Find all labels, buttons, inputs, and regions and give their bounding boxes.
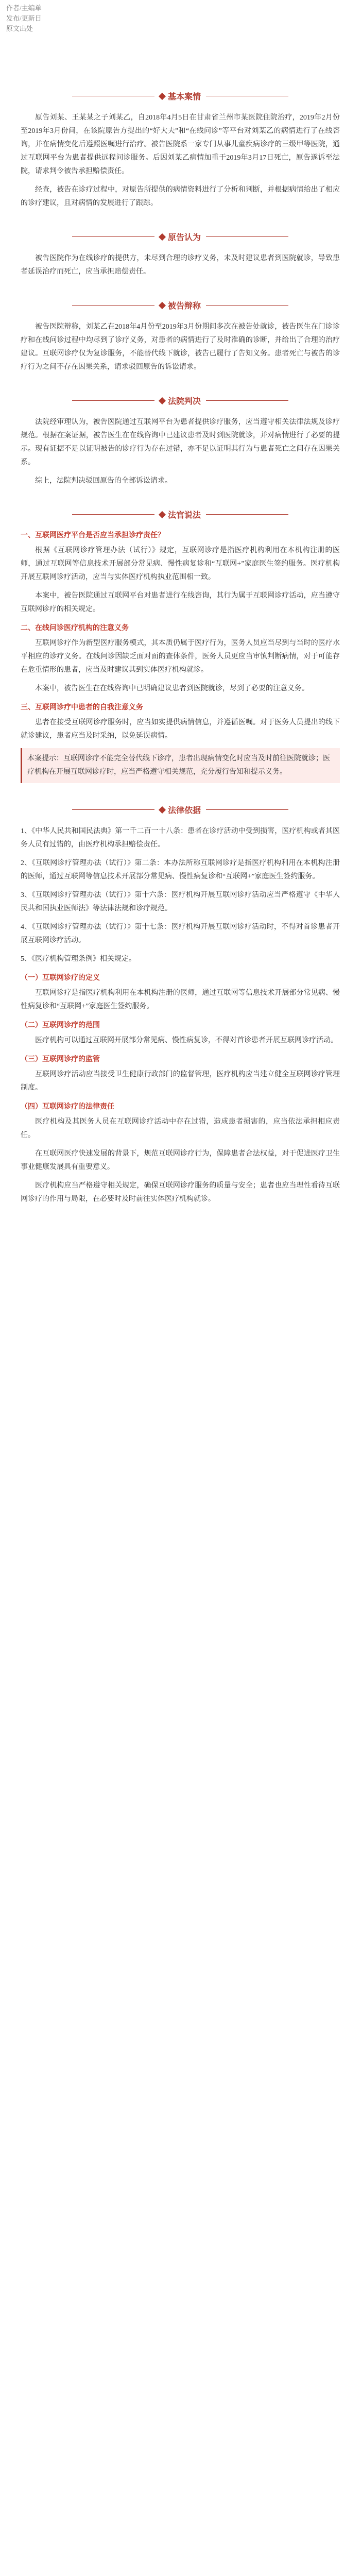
qa-question: （三）互联网诊疗的监管 [21,1056,100,1063]
divider [72,514,154,515]
section-title: 原告认为 [167,233,201,242]
diamond-icon [159,397,166,404]
section-title: 基本案情 [167,93,201,101]
section-badge [160,395,201,406]
qa-answer: 医疗机构可以通过互联网开展部分常见病、慢性病复诊，不得对首诊患者开展互联网诊疗活动。 [35,1037,338,1044]
paragraph: 被告医院辩称，刘某乙在2018年4月份至2019年3月份期间多次在被告处就诊，被告医生在门诊诊疗和在线问诊过程中均尽到了诊疗义务，对患者的病情进行了及时准确的诊断，并给出了合理的治疗建议。互联网诊疗仅为复诊服务，不能替代线下就诊，被告已履行了告知义务。患者死亡与被告的诊疗行为之间不存在因果关系，请求驳回原告的诉讼请求。 [21,323,340,371]
paragraph: 经查，被告在诊疗过程中，对原告所提供的病情资料进行了分析和判断，并根据病情给出了相应的诊疗建议，且对病情的发展进行了跟踪。 [21,186,340,207]
divider [206,305,288,306]
paragraph: 被告医院作为在线诊疗的提供方，未尽到合理的诊疗义务，未及时建议患者到医院就诊，导致患者延误治疗而死亡，应当承担赔偿责任。 [21,255,340,276]
qa-question: （二）互联网诊疗的范围 [21,1022,100,1029]
diamond-icon [159,511,166,518]
section-badge [160,231,201,243]
law-item: 2、《互联网诊疗管理办法（试行）》第二条：本办法所称互联网诊疗是指医疗机构利用在本机构注册的医师，通过互联网等信息技术开展部分常见病、慢性病复诊和“互联网+”家庭医生签约服务。 [21,859,340,880]
qa-answer: 医疗机构及其医务人员在互联网诊疗活动中存在过错，造成患者损害的，应当依法承担相应责任。 [21,1118,340,1139]
law-item: 4、《互联网诊疗管理办法（试行）》第十七条：医疗机构开展互联网诊疗活动时，不得对首诊患者开展互联网诊疗活动。 [21,923,340,944]
closing-paragraph: 医疗机构应当严格遵守相关规定，确保互联网诊疗服务的质量与安全；患者也应当理性看待互联网诊疗的作用与局限，在必要时及时前往实体医疗机构就诊。 [21,1182,340,1203]
section-header-judge-says [21,509,340,520]
section-badge [160,90,201,102]
paragraph: 综上，法院判决驳回原告的全部诉讼请求。 [35,477,172,485]
section-header-judgment [21,395,340,406]
question-heading: 三、互联网诊疗中患者的自我注意义务 [21,704,143,711]
question-heading: 二、在线问诊医疗机构的注意义务 [21,624,129,632]
divider [206,400,288,401]
law-intro: 1、《中华人民共和国民法典》第一千二百一十八条：患者在诊疗活动中受到损害，医疗机构或者其医务人员有过错的，由医疗机构承担赔偿责任。 [21,827,340,849]
article-body [21,70,340,1211]
section-header-basic-facts [21,90,340,102]
section-title: 法律依据 [167,806,201,815]
highlight-box: 本案提示：互联网诊疗不能完全替代线下诊疗，患者出现病情变化时应当及时前往医院就诊；医疗机构在开展互联网诊疗时，应当严格遵守相关规范，充分履行告知和提示义务。 [21,748,340,783]
section-header-law [21,804,340,816]
divider [72,236,154,237]
section-badge [160,299,201,311]
paragraph: 法院经审理认为，被告医院通过互联网平台为患者提供诊疗服务，应当遵守相关法律法规及诊疗规范。根据在案证据，被告医生在在线咨询中已建议患者及时到医院就诊，并对病情进行了必要的提示。现有证据不足以证明被告的诊疗行为存在过错，亦不足以证明其行为与患者死亡之间存在因果关系。 [21,418,340,466]
section-title: 法官说法 [167,511,201,520]
closing-paragraph: 在互联网医疗快速发展的背景下，规范互联网诊疗行为，保障患者合法权益，对于促进医疗卫生事业健康发展具有重要意义。 [21,1150,340,1171]
divider [206,514,288,515]
divider [72,809,154,810]
paragraph: 本案中，被告医生在在线咨询中已明确建议患者到医院就诊，尽到了必要的注意义务。 [35,685,309,692]
law-item: 3、《互联网诊疗管理办法（试行）》第十六条：医疗机构开展互联网诊疗活动应当严格遵守《中华人民共和国执业医师法》等法律法规和诊疗规范。 [21,891,340,912]
meta-line-3: 原文出处 [6,25,33,32]
section-header-defendant [21,299,340,311]
meta-line-2: 发布/更新日 [6,14,42,22]
diamond-icon [159,806,166,813]
qa-answer: 互联网诊疗是指医疗机构利用在本机构注册的医师，通过互联网等信息技术开展部分常见病、慢性病复诊和“互联网+”家庭医生签约服务。 [21,989,340,1010]
paragraph: 患者在接受互联网诊疗服务时，应当如实提供病情信息，并遵循医嘱。对于医务人员提出的线下就诊建议，患者应当及时采纳，以免延误病情。 [21,719,340,740]
top-meta [6,3,42,34]
paragraph: 原告刘某、王某某之子刘某乙，自2018年4月5日在甘肃省兰州市某医院住院治疗，2019年2月份至2019年3月份间，在该院原告方提出的“好大夫”和“在线问诊”等平台对刘某乙的病情进行了在线咨询，并在病情变化后遵照医嘱进行治疗。被告医院系一家专门从事儿童疾病诊疗的三级甲等医院，通过互联网平台为患者提供远程问诊服务。后因刘某乙病情加重于2019年3月17日死亡，原告遂诉至法院，请求判令被告承担赔偿责任。 [21,114,340,175]
divider [206,809,288,810]
question-heading: 一、互联网医疗平台是否应当承担诊疗责任？ [21,532,165,539]
paragraph: 根据《互联网诊疗管理办法（试行）》规定，互联网诊疗是指医疗机构利用在本机构注册的医师，通过互联网等信息技术开展部分常见病、慢性病复诊和“互联网+”家庭医生签约服务。医疗机构开展互联网诊疗活动，应当与实体医疗机构执业范围相一致。 [21,547,340,581]
meta-line-1: 作者/主编单 [6,4,42,12]
section-title: 被告辩称 [167,302,201,311]
divider [72,305,154,306]
section-title: 法院判决 [167,397,201,406]
qa-question: （一）互联网诊疗的定义 [21,974,100,982]
paragraph: 互联网诊疗作为新型医疗服务模式，其本质仍属于医疗行为，医务人员应当尽到与当时的医疗水平相应的诊疗义务。在线问诊因缺乏面对面的查体条件，医务人员更应当审慎判断病情，对于可能存在危重情形的患者，应当及时建议其到实体医疗机构就诊。 [21,639,340,674]
diamond-icon [159,301,166,309]
section-header-plaintiff [21,231,340,243]
diamond-icon [159,233,166,240]
divider [206,236,288,237]
law-item: 5、《医疗机构管理条例》相关规定。 [21,955,136,963]
diamond-icon [159,92,166,99]
divider [72,400,154,401]
qa-question: （四）互联网诊疗的法律责任 [21,1103,114,1111]
section-badge [160,804,201,816]
section-badge [160,509,201,520]
qa-answer: 互联网诊疗活动应当接受卫生健康行政部门的监督管理，医疗机构应当建立健全互联网诊疗管理制度。 [21,1071,340,1092]
paragraph: 本案中，被告医院通过互联网平台对患者进行在线咨询，其行为属于互联网诊疗活动，应当遵守互联网诊疗的相关规定。 [21,592,340,613]
